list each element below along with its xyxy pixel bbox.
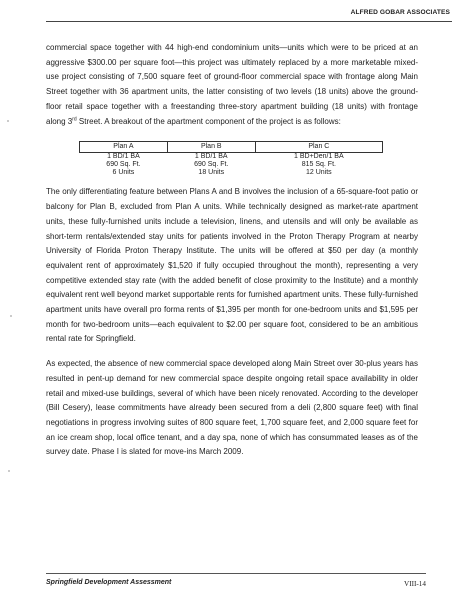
column-header-plan-a: Plan A (80, 142, 168, 152)
paragraph-2: The only differentiating feature between Plans A and B involves the inclusion of a 65-square-foot patio or balcony for Plan B, excluded from Plan A units. While technically designed as market-rate apartment units, these fully-furnished units include a television, linens, and utensils and will only be available as short-term rentals/extended stay units for patients involved in the Proton Therapy Program at nearby University of Florida Proton Therapy Institute. The units will be offered at $50 per day (a monthly equivalent rent of approximately $1,520 if fully occupied throughout the month), representing a very competitive extended stay rate (with the added benefit of close proximity to the Institute) and a monthly equivalent rent well beyond market supportable rents for furnished apartment units. These fully-furnished apartment units have overall pro forma rents of $1,395 per month for one-bedroom units and $1,595 per month for two-bedroom units—each equivalent to $2.00 per square foot, considered to be an ambitious rental rate for Springfield. (46, 187, 418, 344)
plan-c-size: 815 Sq. Ft. (301, 160, 336, 168)
footer-document-title: Springfield Development Assessment (46, 579, 172, 586)
plan-b-size: 690 Sq. Ft. (194, 160, 229, 168)
footer-rule (46, 573, 426, 574)
plan-c-units: 12 Units (306, 169, 332, 177)
scan-speck (7, 120, 9, 122)
table-row-type (80, 152, 383, 161)
table-row-units (80, 169, 383, 177)
paragraph-1 (46, 41, 418, 129)
column-header-plan-b: Plan B (167, 142, 255, 152)
paragraph-1-text: commercial space together with 44 high-end condominium units—units which were to be priced at an aggressive $300.00 per square foot—this project was ultimately replaced by a more marketable mixed-use project consisting of 7,500 square feet of ground-floor commercial space with frontage along Main Street together with 36 apartment units, the latter consisting of two levels (18 units) above the ground-floor retail space together with a freestanding three-story apartment building (18 units) with frontage along 3 (46, 43, 418, 126)
paragraph-3: As expected, the absence of new commercial space developed along Main Street over 30-plus years has resulted in pent-up demand for new commercial space despite ongoing retail space availability in older retail and mixed-use buildings, several of which have been nicely renovated. According to the developer (Bill Cesery), lease commitments have already been secured from a deli (2,800 square feet) with final negotiations in progress involving suites of 800 square feet, 1,700 square feet, and 2,000 square feet for an ice cream shop, local office tenant, and a day spa, none of which has consummated leases as of the survey date. Phase I is slated for move-ins March 2009. (46, 359, 418, 457)
scan-speck (8, 470, 10, 472)
table-row-size (80, 161, 383, 169)
apartment-plans-table (79, 141, 383, 177)
column-header-plan-c: Plan C (255, 142, 382, 152)
plan-a-type: 1 BD/1 BA (107, 152, 140, 160)
plan-c-type: 1 BD+Den/1 BA (294, 152, 344, 160)
scan-speck (10, 315, 12, 317)
paragraph-1-text-end: Street. A breakout of the apartment component of the project is as follows: (76, 116, 341, 126)
plan-b-type: 1 BD/1 BA (194, 152, 228, 160)
plan-b-units: 18 Units (198, 169, 225, 177)
table-header-row (80, 142, 383, 152)
footer-page-number: VIII-14 (404, 580, 426, 588)
header-rule (46, 21, 452, 22)
ordinal-suffix: rd (72, 115, 77, 122)
header-company-name: ALFRED GOBAR ASSOCIATES (350, 9, 450, 16)
plan-a-size: 690 Sq. Ft. (106, 160, 141, 168)
body-text (46, 41, 418, 470)
plan-a-units: 6 Units (112, 169, 135, 177)
